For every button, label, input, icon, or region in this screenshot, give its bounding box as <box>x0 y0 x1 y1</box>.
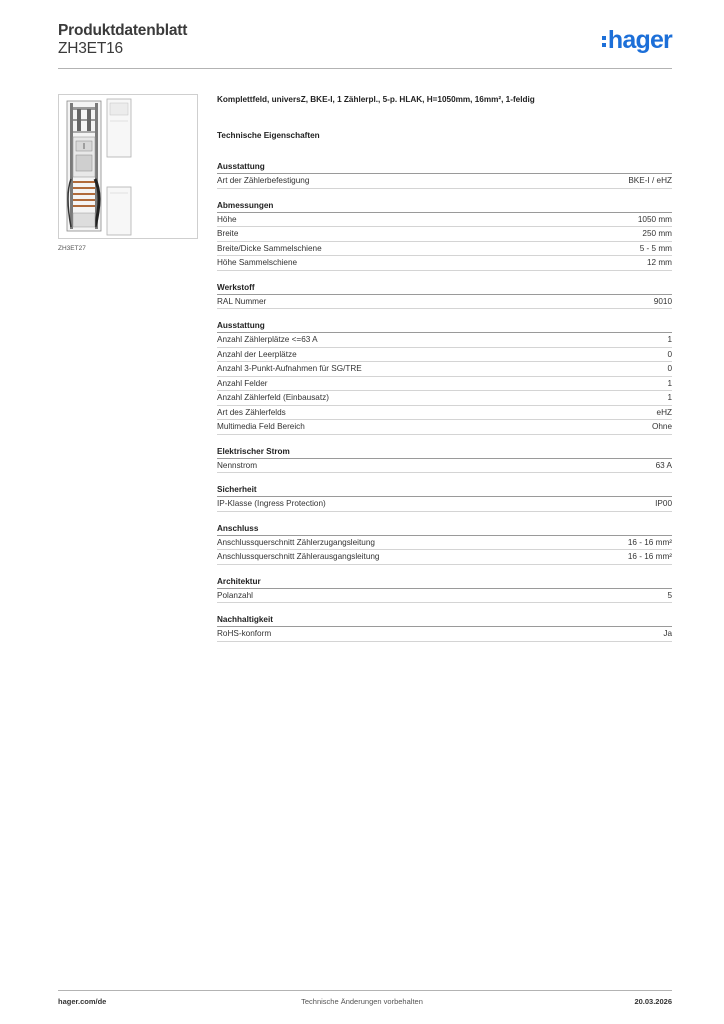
spec-row <box>217 391 672 406</box>
section-title: Technische Eigenschaften <box>217 131 320 140</box>
spec-label: Multimedia Feld Bereich <box>217 422 305 431</box>
spec-row <box>217 348 672 363</box>
spec-label: Anschlussquerschnitt Zählerausgangsleitung <box>217 552 380 561</box>
logo-dots-icon <box>602 36 606 47</box>
spec-value: 1 <box>667 393 672 402</box>
spec-row <box>217 227 672 242</box>
spec-row <box>217 256 672 271</box>
hager-logo <box>602 26 672 54</box>
spec-row <box>217 295 672 310</box>
spec-row <box>217 174 672 189</box>
spec-row <box>217 497 672 512</box>
spec-row <box>217 459 672 474</box>
spec-row <box>217 550 672 565</box>
logo-wordmark: hager <box>607 25 672 54</box>
spec-row <box>217 242 672 257</box>
spec-label: Anzahl Zählerfeld (Einbausatz) <box>217 393 329 402</box>
header-divider <box>58 68 672 69</box>
spec-value: 0 <box>667 349 672 359</box>
spec-label: Anschlussquerschnitt Zählerzugangsleitung <box>217 537 375 547</box>
spec-row <box>217 420 672 435</box>
spec-group-title: Elektrischer Strom <box>217 435 672 459</box>
spec-label: Anzahl Felder <box>217 378 268 388</box>
spec-label: RAL Nummer <box>217 296 267 306</box>
spec-label: Höhe Sammelschiene <box>217 258 298 267</box>
spec-row <box>217 377 672 392</box>
spec-group-title: Nachhaltigkeit <box>217 603 672 627</box>
spec-value: 12 mm <box>646 258 672 267</box>
spec-label: Anzahl 3-Punkt-Aufnahmen für SG/TRE <box>217 364 362 373</box>
spec-group-title: Abmessungen <box>217 189 672 213</box>
spec-label: Nennstrom <box>217 460 258 470</box>
spec-value: Ohne <box>651 422 672 431</box>
spec-value: 1 <box>667 335 672 344</box>
spec-value: 16 - 16 mm² <box>627 537 672 547</box>
spec-label: Art der Zählerbefestigung <box>217 176 310 185</box>
spec-label: Höhe <box>217 214 237 224</box>
spec-label: Breite <box>217 229 239 238</box>
product-description: Komplettfeld, universZ, BKE-I, 1 Zählerpl., 5-p. HLAK, H=1050mm, 16mm², 1-feldig <box>217 95 535 104</box>
spec-value: 0 <box>667 364 672 373</box>
spec-label: Breite/Dicke Sammelschiene <box>217 243 322 253</box>
product-image <box>58 94 198 239</box>
spec-group-title: Sicherheit <box>217 473 672 497</box>
spec-value: 9010 <box>653 296 672 306</box>
spec-label: Anzahl Zählerplätze <=63 A <box>217 335 318 344</box>
spec-value: 63 A <box>655 460 672 470</box>
spec-value: 16 - 16 mm² <box>627 552 672 561</box>
footer-website: hager.com/de <box>58 997 107 1006</box>
spec-group-title: Ausstattung <box>217 309 672 333</box>
footer-date: 20.03.2026 <box>634 997 672 1006</box>
footer-notice: Technische Änderungen vorbehalten <box>301 997 423 1006</box>
spec-row <box>217 536 672 551</box>
spec-row <box>217 406 672 421</box>
spec-label: Polanzahl <box>217 590 253 600</box>
spec-value: Ja <box>663 629 672 638</box>
spec-value: 1050 mm <box>637 214 672 224</box>
meter-panel-illustration <box>59 95 197 238</box>
spec-group-title: Architektur <box>217 565 672 589</box>
document-title: Produktdatenblatt <box>58 22 188 39</box>
spec-label: Anzahl der Leerplätze <box>217 349 297 359</box>
spec-label: Art des Zählerfelds <box>217 407 286 417</box>
image-caption: ZH3ET27 <box>58 245 86 252</box>
spec-groups <box>217 150 672 642</box>
product-code: ZH3ET16 <box>58 40 123 57</box>
spec-label: RoHS-konform <box>217 629 272 638</box>
spec-row <box>217 333 672 348</box>
spec-row <box>217 362 672 377</box>
footer-divider <box>58 990 672 991</box>
spec-row <box>217 213 672 228</box>
page-header <box>58 20 672 70</box>
spec-value: BKE-I / eHZ <box>628 176 672 185</box>
spec-group-title: Werkstoff <box>217 271 672 295</box>
spec-value: 1 <box>667 378 672 388</box>
spec-row <box>217 627 672 642</box>
spec-value: 5 - 5 mm <box>639 243 672 253</box>
spec-value: eHZ <box>656 407 672 417</box>
spec-group-title: Anschluss <box>217 512 672 536</box>
spec-group-title: Ausstattung <box>217 150 672 174</box>
spec-row <box>217 589 672 604</box>
spec-value: 250 mm <box>642 229 672 238</box>
spec-value: 5 <box>667 590 672 600</box>
spec-value: IP00 <box>655 499 672 508</box>
spec-label: IP-Klasse (Ingress Protection) <box>217 499 326 508</box>
product-specs <box>217 94 672 642</box>
